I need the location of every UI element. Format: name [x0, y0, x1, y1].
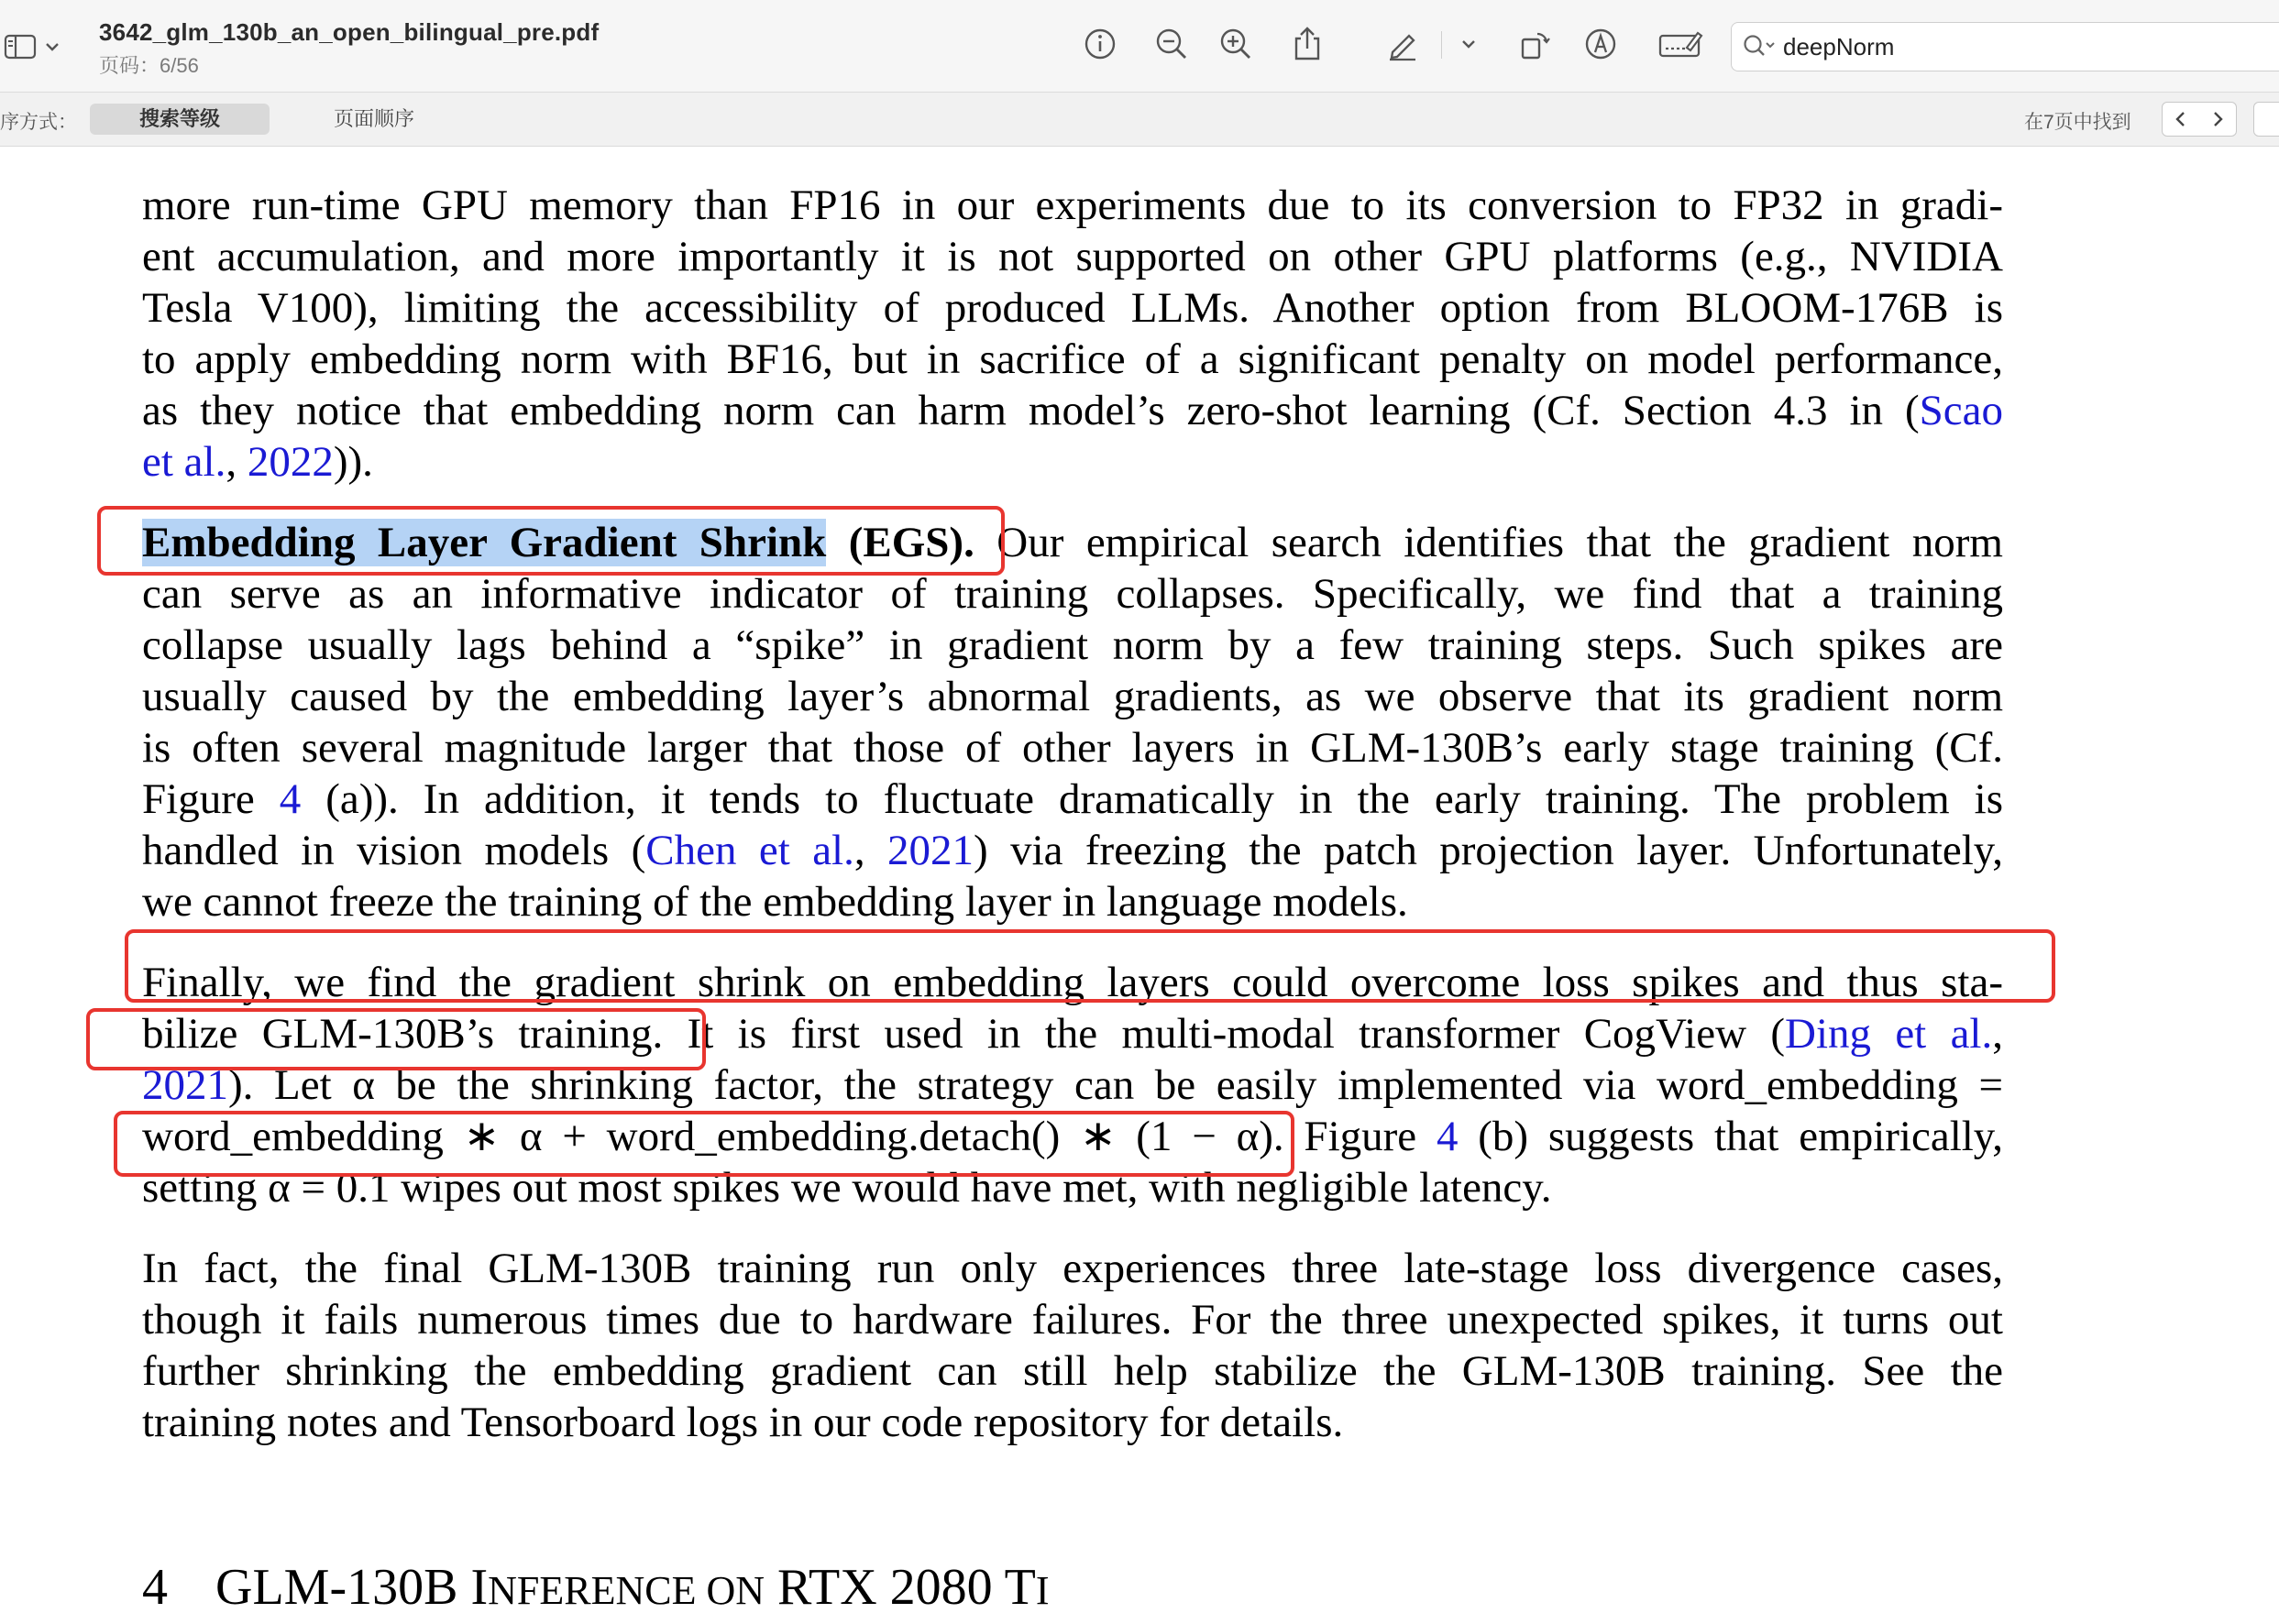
text-line: ent accumulation, and more importantly it is not supported on other GPU platforms (e.g., NVIDIA — [142, 233, 2003, 280]
previous-result-button[interactable] — [2162, 102, 2200, 137]
citation-link[interactable]: et al. — [142, 438, 226, 486]
text-line: to apply embedding norm with BF16, but in sacrifice of a significant penalty on model performance, — [142, 335, 2003, 383]
markup-pen-icon[interactable] — [1382, 24, 1423, 64]
done-button[interactable] — [2253, 102, 2279, 137]
annotation-box-finally-sentence — [125, 929, 2055, 1003]
text-run: as they notice that embedding norm can harm model’s zero-shot learning (Cf. Section 4.3 in ( — [142, 387, 1920, 434]
text-line: collapse usually lags behind a “spike” in gradient norm by a few training steps. Such spikes are — [142, 621, 2003, 669]
text-line: handled in vision models (Chen et al., 2021) via freezing the patch projection layer. Unfortunately, — [142, 827, 2003, 874]
section-title-part: GLM-130B I — [215, 1559, 489, 1616]
chevron-left-icon — [2174, 110, 2187, 128]
search-input[interactable] — [1783, 33, 2260, 61]
sort-by-relevance-button[interactable]: 搜索等级 — [90, 104, 270, 135]
search-results-bar — [0, 93, 2279, 147]
text-line: In fact, the final GLM-130B training run only experiences three late-stage loss divergence cases, — [142, 1245, 2003, 1292]
document-title: 3642_glm_130b_an_open_bilingual_pre.pdf — [99, 18, 600, 46]
citation-year-link[interactable]: 2021 — [142, 1061, 228, 1109]
figure-ref-link[interactable]: 4 — [1436, 1113, 1459, 1160]
text-run: bilize GLM-130B’s training. — [142, 1010, 664, 1058]
text-line: Finally, we find the gradient shrink on embedding layers could overcome loss spikes and thus sta- — [142, 959, 2003, 1006]
search-results-count: 在7页中找到 — [2024, 112, 2131, 133]
section-heading — [142, 1558, 1050, 1617]
document-title-block — [99, 18, 599, 79]
text-line: setting α = 0.1 wipes out most spikes we would have met, with negligible latency. — [142, 1164, 1552, 1212]
text-run: It is first used in the multi-modal transformer CogView ( — [663, 1010, 1785, 1058]
annotation-box-egs — [97, 506, 1005, 576]
next-result-button[interactable] — [2199, 102, 2237, 137]
citation-link[interactable]: Scao — [1919, 387, 2003, 434]
annotation-box-stabilize — [86, 1008, 706, 1070]
paragraph-egs — [142, 517, 2003, 927]
text-line: Tesla V100), limiting the accessibility of produced LLMs. Another option from BLOOM-176B is — [142, 284, 2003, 332]
text-run: Our empirical search identifies that the gradient norm — [974, 519, 2003, 566]
text-run: ) via freezing the patch projection layer. Unfortunately, — [974, 827, 2003, 874]
text-run: )). — [333, 438, 373, 486]
sidebar-controls — [0, 15, 64, 79]
rotate-icon[interactable] — [1514, 24, 1555, 64]
pdf-page — [0, 147, 2279, 1624]
form-sign-icon[interactable] — [1656, 24, 1705, 64]
sidebar-toggle-icon[interactable] — [4, 30, 40, 63]
text-line: though it fails numerous times due to hardware failures. For the three unexpected spikes, it turns out — [142, 1296, 2003, 1344]
figure-ref-link[interactable]: 4 — [279, 775, 302, 823]
citation-year-link[interactable]: 2022 — [247, 438, 334, 486]
chevron-down-icon[interactable] — [40, 30, 64, 63]
text-line: usually caused by the embedding layer’s abnormal gradients, as we observe that its gradient norm — [142, 673, 2003, 720]
text-line — [142, 774, 2003, 825]
text-line — [142, 385, 2003, 436]
section-title-smallcaps: NFERENCE ON — [488, 1568, 765, 1613]
sort-mode-label: 序方式： — [0, 112, 77, 133]
section-title-part: RTX 2080 T — [765, 1559, 1036, 1616]
zoom-out-icon[interactable] — [1151, 24, 1192, 64]
formula: word_embedding ∗ α + word_embedding.detach() ∗ (1 − α). — [142, 1113, 1284, 1160]
share-icon[interactable] — [1287, 24, 1327, 64]
text-run: (b) suggests that empirically, — [1458, 1113, 2003, 1160]
egs-heading-highlight: Embedding Layer Gradient Shrink — [142, 519, 827, 566]
text-run: Figure — [1283, 1113, 1437, 1160]
annotate-icon[interactable] — [1580, 24, 1621, 64]
info-icon[interactable] — [1080, 24, 1120, 64]
text-line: further shrinking the embedding gradient can still help stabilize the GLM-130B training. See the — [142, 1347, 2003, 1395]
citation-year-link[interactable]: 2021 — [887, 827, 974, 874]
text-line: training notes and Tensorboard logs in our code repository for details. — [142, 1399, 1344, 1446]
text-line: bilize GLM-130B’s training. It is first used in the multi-modal transformer CogView (Ding et al., — [142, 1010, 2003, 1058]
text-line: more run-time GPU memory than FP16 in our experiments due to its conversion to FP32 in gradi- — [142, 181, 2003, 229]
section-title-smallcaps: I — [1035, 1568, 1050, 1613]
paragraph-final-run — [142, 1243, 2003, 1448]
text-line: et al., 2022)). — [142, 438, 373, 486]
citation-link[interactable]: Chen et al. — [645, 827, 854, 874]
sort-by-page-order-button[interactable]: 页面顺序 — [333, 107, 414, 130]
text-run: Figure — [142, 775, 280, 823]
search-icon[interactable] — [1737, 27, 1783, 67]
zoom-in-icon[interactable] — [1216, 24, 1256, 64]
page-indicator: 页码：6/56 — [99, 54, 199, 77]
text-run: (a)). In addition, it tends to fluctuate dramatically in the early training. The problem is — [301, 775, 2003, 823]
text-run: ). Let α be the shrinking factor, the strategy can be easily implemented via word_embedding = — [228, 1061, 2003, 1109]
egs-abbrev: (EGS). — [826, 519, 974, 566]
search-field[interactable] — [1731, 22, 2279, 71]
paragraph-fp16-memory — [142, 180, 2003, 488]
text-line: can serve as an informative indicator of training collapses. Specifically, we find that a training — [142, 570, 2003, 618]
section-number: 4 — [142, 1559, 168, 1616]
text-run: handled in vision models ( — [142, 827, 646, 874]
chevron-right-icon — [2211, 110, 2224, 128]
toolbar-divider — [1441, 31, 1442, 59]
text-line: is often several magnitude larger that those of other layers in GLM-130B’s early stage training (Cf. — [142, 724, 2003, 772]
citation-link[interactable]: Ding et al. — [1785, 1010, 1993, 1058]
chevron-down-icon[interactable] — [1448, 24, 1489, 64]
text-line: we cannot freeze the training of the embedding layer in language models. — [142, 878, 1408, 926]
app-toolbar — [0, 0, 2279, 93]
annotation-box-formula — [114, 1111, 1294, 1177]
